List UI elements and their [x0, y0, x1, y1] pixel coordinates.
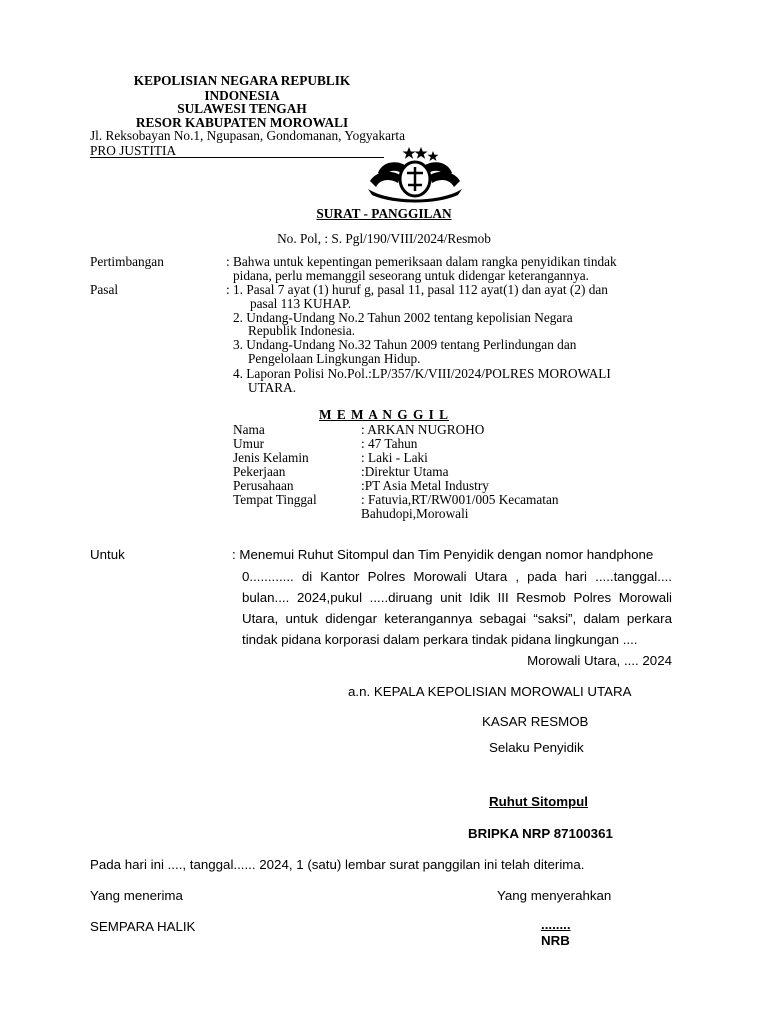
pertimbangan-line-1: : Bahwa untuk kepentingan pemeriksaan dalam rangka penyidikan tindak	[226, 254, 617, 269]
field-value-nama: : ARKAN NUGROHO	[361, 422, 485, 437]
untuk-line-3: bulan.... 2024,pukul .....diruang unit Idik III Resmob Polres Morowali	[242, 590, 672, 605]
untuk-line-1: : Menemui Ruhut Sitompul dan Tim Penyidik dengan nomor handphone	[232, 547, 654, 562]
field-value-tempat-tinggal-cont: Bahudopi,Morowali	[361, 506, 469, 521]
receiver-label: Yang menerima	[90, 888, 183, 903]
signatory-position: KASAR RESMOB	[482, 714, 589, 729]
address: Jl. Reksobayan No.1, Ngupasan, Gondomanan, Yogyakarta	[90, 128, 406, 143]
pasal-label: Pasal	[90, 282, 119, 297]
signatory-role: Selaku Penyidik	[489, 740, 584, 755]
pasal-item-1: : 1. Pasal 7 ayat (1) huruf g, pasal 11, pasal 112 ayat(1) dan ayat (2) dan	[226, 282, 608, 297]
receipt-text: Pada hari ini ...., tanggal...... 2024, 1 (satu) lembar surat panggilan ini telah diterima.	[90, 857, 585, 872]
field-label-jenis-kelamin: Jenis Kelamin	[233, 450, 309, 465]
giver-label: Yang menyerahkan	[497, 888, 612, 903]
pasal-item-4-cont: UTARA.	[248, 380, 297, 395]
document-number: No. Pol, : S. Pgl/190/VIII/2024/Resmob	[277, 231, 491, 246]
org-line-2: INDONESIA	[204, 88, 280, 103]
signatory-rank: BRIPKA NRP 87100361	[468, 826, 613, 841]
pasal-item-1-cont: pasal 113 KUHAP.	[250, 296, 352, 311]
pasal-item-4: 4. Laporan Polisi No.Pol.:LP/357/K/VIII/2024/POLRES MOROWALI	[233, 366, 611, 381]
police-emblem-icon	[360, 145, 470, 203]
signatory-an: a.n. KEPALA KEPOLISIAN MOROWALI UTARA	[348, 684, 632, 699]
field-label-perusahaan: Perusahaan	[233, 478, 294, 493]
pertimbangan-label: Pertimbangan	[90, 254, 164, 269]
receiver-name: SEMPARA HALIK	[90, 919, 196, 934]
pasal-item-3: 3. Undang-Undang No.32 Tahun 2009 tentang Perlindungan dan	[233, 337, 577, 352]
field-value-jenis-kelamin: : Laki - Laki	[361, 450, 428, 465]
giver-nrb: NRB	[541, 933, 570, 948]
pro-justitia: PRO JUSTITIA	[90, 143, 177, 158]
pasal-item-2-cont: Republik Indonesia.	[248, 323, 356, 338]
org-line-1: KEPOLISIAN NEGARA REPUBLIK	[133, 73, 351, 88]
memanggil-heading: M E M A N G G I L	[318, 407, 450, 422]
field-value-tempat-tinggal: : Fatuvia,RT/RW001/005 Kecamatan	[361, 492, 559, 507]
org-line-3: SULAWESI TENGAH	[177, 101, 307, 116]
header-divider	[90, 157, 384, 158]
document-title: SURAT - PANGGILAN	[316, 206, 452, 221]
pasal-item-2: 2. Undang-Undang No.2 Tahun 2002 tentang kepolisian Negara	[233, 310, 573, 325]
untuk-line-5: tindak pidana korporasi dalam perkara tindak pidana lingkungan ....	[242, 632, 638, 647]
field-label-pekerjaan: Pekerjaan	[233, 464, 286, 479]
pasal-item-3-cont: Pengelolaan Lingkungan Hidup.	[248, 351, 421, 366]
field-value-perusahaan: :PT Asia Metal Industry	[361, 478, 489, 493]
untuk-line-2: 0............ di Kantor Polres Morowali Utara , pada hari .....tanggal....	[242, 569, 672, 584]
field-value-pekerjaan: :Direktur Utama	[361, 464, 449, 479]
field-label-umur: Umur	[233, 436, 265, 451]
signatory-name: Ruhut Sitompul	[489, 794, 588, 809]
giver-name-dots: ........	[541, 917, 571, 932]
field-label-tempat-tinggal: Tempat Tinggal	[233, 492, 317, 507]
org-line-4: RESOR KABUPATEN MOROWALI	[135, 115, 349, 130]
untuk-line-4: Utara, untuk didengar keterangannya sebagai “saksi”, dalam perkara	[242, 611, 672, 626]
place-date: Morowali Utara, .... 2024	[527, 653, 672, 668]
pertimbangan-line-2: pidana, perlu memanggil seseorang untuk didengar keterangannya.	[233, 268, 589, 283]
untuk-label: Untuk	[90, 547, 125, 562]
field-value-umur: : 47 Tahun	[361, 436, 418, 451]
field-label-nama: Nama	[233, 422, 265, 437]
